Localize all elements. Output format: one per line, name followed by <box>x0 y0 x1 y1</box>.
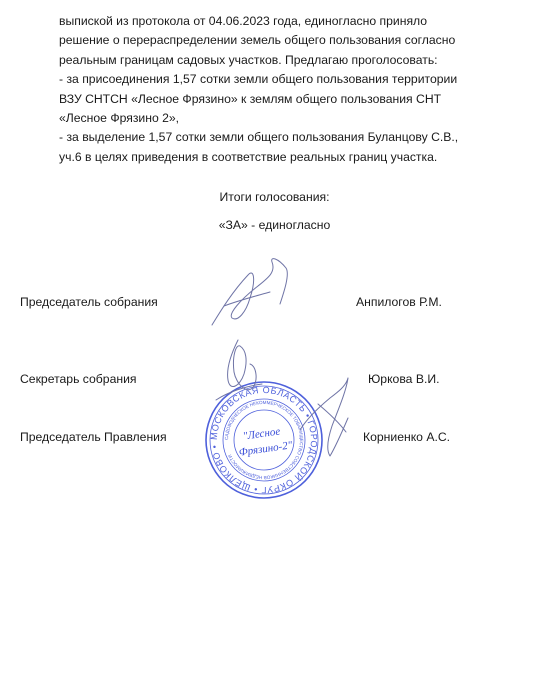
secretary-name: Юркова В.И. <box>368 372 440 386</box>
body-line-4: - за присоединения 1,57 сотки земли общего пользования территории <box>59 72 458 87</box>
voting-results-heading: Итоги голосования: <box>219 190 330 204</box>
stamp-outer-text: МОСКОВСКАЯ ОБЛАСТЬ • ГОРОДСКОЙ ОКРУГ • ЩЁЛКОВО • <box>208 384 320 496</box>
chairman-of-meeting-label: Председатель собрания <box>20 295 158 309</box>
board-chairman-label: Председатель Правления <box>20 430 167 444</box>
body-line-3: реальным границам садовых участков. Предлагаю проголосовать: <box>59 52 438 67</box>
stamp-center-line-2: Фрязино-2" <box>238 439 294 459</box>
handwritten-signature-chairman <box>212 259 287 325</box>
body-line-6: «Лесное Фрязино 2», <box>59 111 180 126</box>
board-chairman-name: Корниенко А.С. <box>363 430 451 444</box>
stamp-center-line-1: "Лесное <box>242 425 282 443</box>
body-line-5: ВЗУ СНТСН «Лесное Фрязино» к землям общего пользования СНТ <box>59 91 442 106</box>
chairman-of-meeting-name: Анпилогов Р.М. <box>356 295 442 309</box>
body-line-1: выпиской из протокола от 04.06.2023 года, единогласно приняло <box>59 14 428 28</box>
voting-result: «ЗА» - единогласно <box>218 218 331 232</box>
stamp-inner-text: САДОВОДЧЕСКОЕ НЕКОММЕРЧЕСКОЕ ТОВАРИЩЕСТВО СОБСТВЕННИКОВ НЕДВИЖИМОСТИ <box>223 399 305 481</box>
secretary-label: Секретарь собрания <box>20 372 137 386</box>
body-line-8: уч.6 в целях приведения в соответствие реальных границ участка. <box>59 149 438 164</box>
body-line-2: решение о перераспределении земель общего пользования согласно <box>59 33 456 48</box>
body-line-7: - за выделение 1,57 сотки земли общего пользования Буланцову С.В., <box>59 130 459 145</box>
round-stamp <box>206 382 322 498</box>
